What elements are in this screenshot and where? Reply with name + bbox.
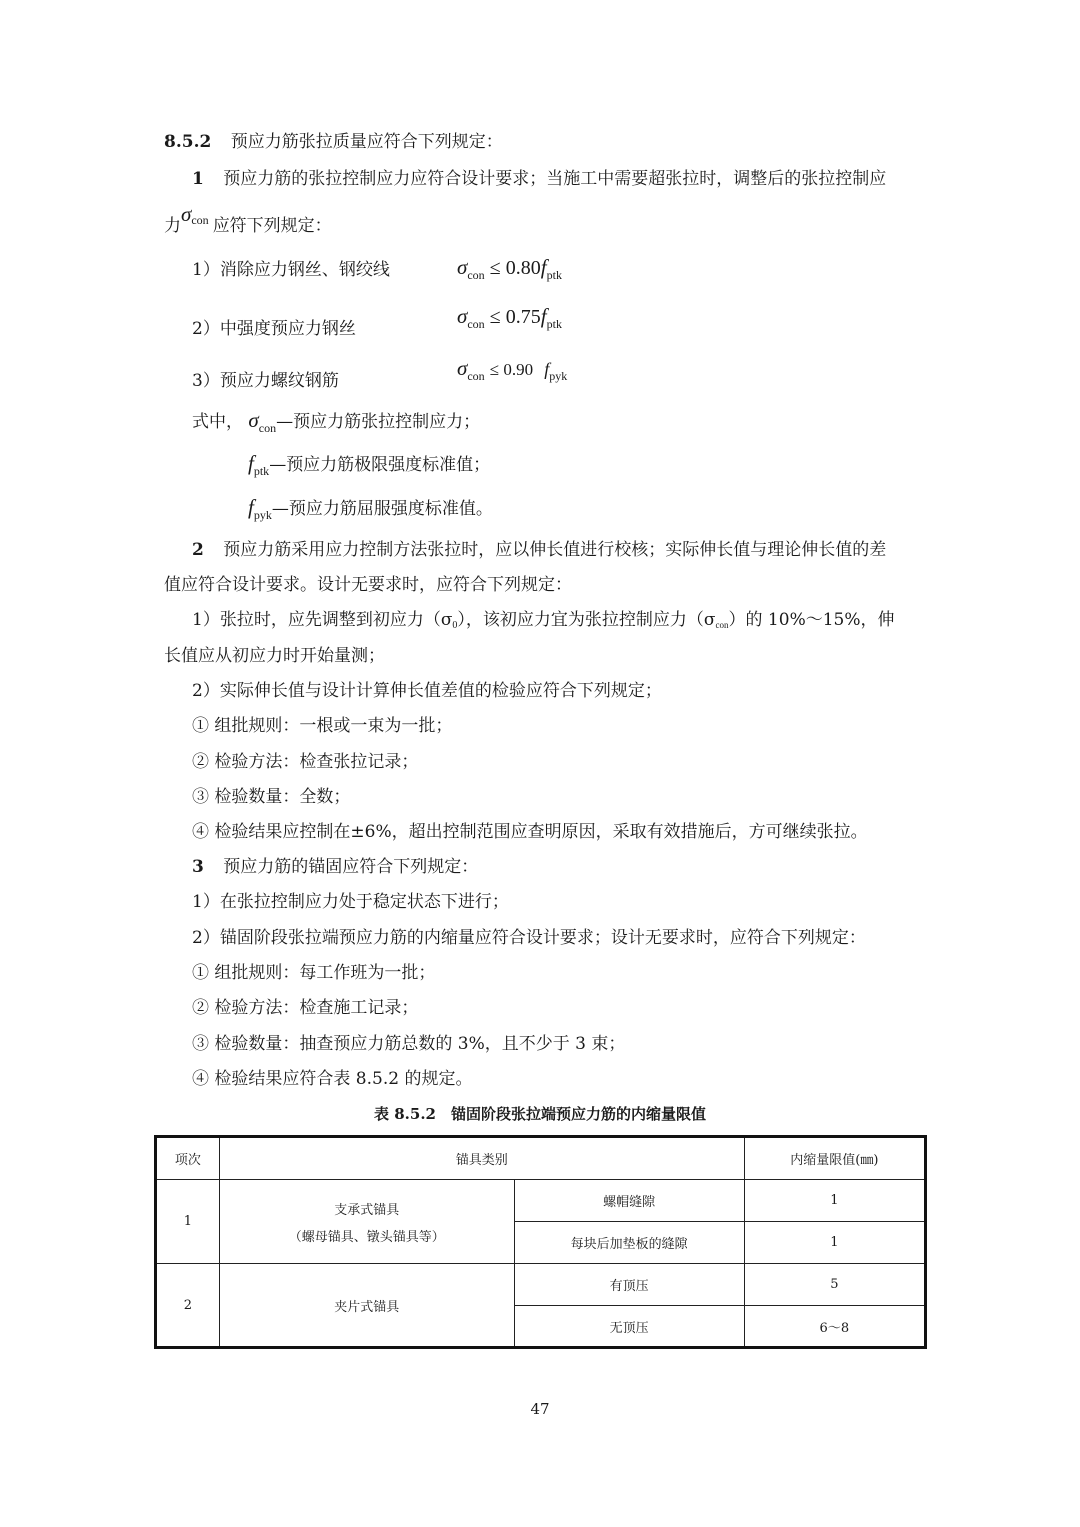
clause-heading: [164, 131, 503, 153]
item-2-line-1: [192, 539, 886, 561]
table-row: [156, 1264, 926, 1306]
sigma-symbol: σ: [181, 202, 192, 226]
item-2-number: 2: [192, 540, 204, 560]
definition-2: [248, 452, 490, 482]
formula-3-relation: ≤ 0.90: [489, 360, 534, 379]
check-item: ③ 检验数量：抽查预应力筋总数的 3%，且不少于 3 束；: [192, 1034, 626, 1054]
category-line-1: 支承式锚具: [334, 1202, 400, 1218]
formula-1-relation: ≤ 0.80: [489, 257, 541, 279]
check-item: ① 组批规则：每工作班为一批；: [192, 963, 436, 983]
limit-value: 1: [744, 1180, 925, 1222]
item-2-sub-1-b: ），该初应力宜为张拉控制应力（σ: [457, 610, 716, 630]
item-1-line-2-suffix: 应符下列规定：: [212, 216, 332, 236]
item-1-line-1: [192, 168, 886, 190]
where-label: 式中，: [192, 412, 243, 432]
sigma-symbol: σ: [248, 408, 259, 432]
table-row: [156, 1180, 926, 1222]
con-subscript: con: [467, 369, 485, 383]
item-2-line-2: 值应符合设计要求。设计无要求时，应符合下列规定：: [164, 575, 572, 595]
anchor-item: 螺帽缝隙: [514, 1180, 744, 1222]
clause-number: 8.5.2: [164, 132, 212, 152]
row-index: 1: [156, 1180, 220, 1264]
formula-3: [457, 356, 567, 384]
f-subscript: pyk: [549, 369, 568, 383]
formula-label-3: 3）预应力螺纹钢筋: [192, 371, 339, 391]
item-2-sub-2: 2）实际伸长值与设计计算伸长值差值的检验应符合下列规定；: [192, 681, 662, 701]
f-subscript: ptk: [546, 317, 562, 331]
check-item: ④ 检验结果应控制在±6%，超出控制范围应查明原因，采取有效措施后，方可继续张拉。: [192, 822, 868, 842]
f-subscript: ptk: [546, 268, 562, 282]
page-number: 47: [530, 1400, 550, 1418]
anchor-category: 夹片式锚具: [219, 1264, 514, 1348]
anchor-category: [219, 1180, 514, 1264]
anchor-item: 有顶压: [514, 1264, 744, 1306]
item-3-title: [192, 856, 478, 878]
f-symbol: f: [248, 495, 254, 519]
formula-label-2: 2）中强度预应力钢丝: [192, 319, 356, 339]
con-subscript: con: [467, 268, 485, 282]
definition-text: —预应力筋屈服强度标准值。: [271, 499, 493, 519]
definition-subscript: pyk: [253, 508, 272, 522]
row-index: 2: [156, 1264, 220, 1348]
definition-3: [248, 496, 493, 526]
shrinkage-limit-table: [154, 1135, 927, 1349]
sigma-symbol: σ: [457, 356, 468, 380]
definition-subscript: ptk: [253, 464, 270, 478]
item-1-line-2-prefix: 力: [164, 216, 181, 236]
definition-subscript: con: [258, 421, 277, 435]
anchor-item: 无顶压: [514, 1306, 744, 1348]
formula-2-relation: ≤ 0.75: [489, 306, 541, 328]
check-item: ② 检验方法：检查施工记录；: [192, 998, 419, 1018]
f-symbol: f: [540, 255, 547, 279]
item-3-sub-1: 1）在张拉控制应力处于稳定状态下进行；: [192, 892, 509, 912]
limit-value: 5: [744, 1264, 925, 1306]
clause-title: 预应力筋张拉质量应符合下列规定：: [230, 132, 503, 152]
item-2-sub-1-a: 1）张拉时，应先调整到初应力（σ: [192, 610, 453, 630]
sigma-symbol: σ: [457, 255, 468, 279]
definition-text: —预应力筋张拉控制应力；: [276, 412, 481, 432]
table-header-row: [156, 1137, 926, 1180]
check-item: ① 组批规则：一根或一束为一批；: [192, 716, 453, 736]
item-1-text: 预应力筋的张拉控制应力应符合设计要求；当施工中需要超张拉时，调整后的张拉控制应: [223, 169, 887, 189]
item-1-number: 1: [192, 169, 204, 189]
f-symbol: f: [544, 359, 550, 379]
item-3-number: 3: [192, 857, 204, 877]
check-item: ② 检验方法：检查张拉记录；: [192, 752, 419, 772]
check-item: ③ 检验数量：全数；: [192, 787, 351, 807]
item-3-text: 预应力筋的锚固应符合下列规定：: [223, 857, 479, 877]
limit-value: 1: [744, 1222, 925, 1264]
sigma-symbol: σ: [457, 304, 468, 328]
header-index: 项次: [156, 1137, 220, 1180]
item-2-sub-1-c: ）的 10%～15%，伸: [728, 610, 895, 630]
item-1-line-2: [164, 202, 332, 243]
anchor-item: 每块后加垫板的缝隙: [514, 1222, 744, 1264]
sigma0-subscript: 0: [452, 620, 458, 631]
con-subscript: con: [467, 317, 485, 331]
check-item: ④ 检验结果应符合表 8.5.2 的规定。: [192, 1069, 473, 1089]
item-2-sub-1: [192, 609, 895, 637]
f-symbol: f: [248, 451, 254, 475]
con-subscript: con: [715, 620, 729, 630]
f-symbol: f: [540, 304, 547, 328]
header-category: 锚具类别: [219, 1137, 744, 1180]
header-limit: 内缩量限值(㎜): [744, 1137, 925, 1180]
definition-1: [192, 409, 480, 439]
item-2-text: 预应力筋采用应力控制方法张拉时，应以伸长值进行校核；实际伸长值与理论伸长值的差: [223, 540, 887, 560]
table-caption: 表 8.5.2 锚固阶段张拉端预应力筋的内缩量限值: [374, 1105, 706, 1123]
item-3-sub-2: 2）锚固阶段张拉端预应力筋的内缩量应符合设计要求；设计无要求时，应符合下列规定：: [192, 928, 866, 948]
limit-value: 6～8: [744, 1306, 925, 1348]
item-2-sub-1-line-2: 长值应从初应力时开始量测；: [164, 646, 385, 666]
con-subscript: con: [191, 213, 209, 227]
category-line-2: （螺母锚具、镦头锚具等）: [288, 1229, 445, 1245]
formula-label-1: 1）消除应力钢丝、钢绞线: [192, 260, 390, 280]
formula-1: [457, 255, 562, 283]
formula-2: [457, 304, 562, 332]
definition-text: —预应力筋极限强度标准值；: [269, 455, 491, 475]
